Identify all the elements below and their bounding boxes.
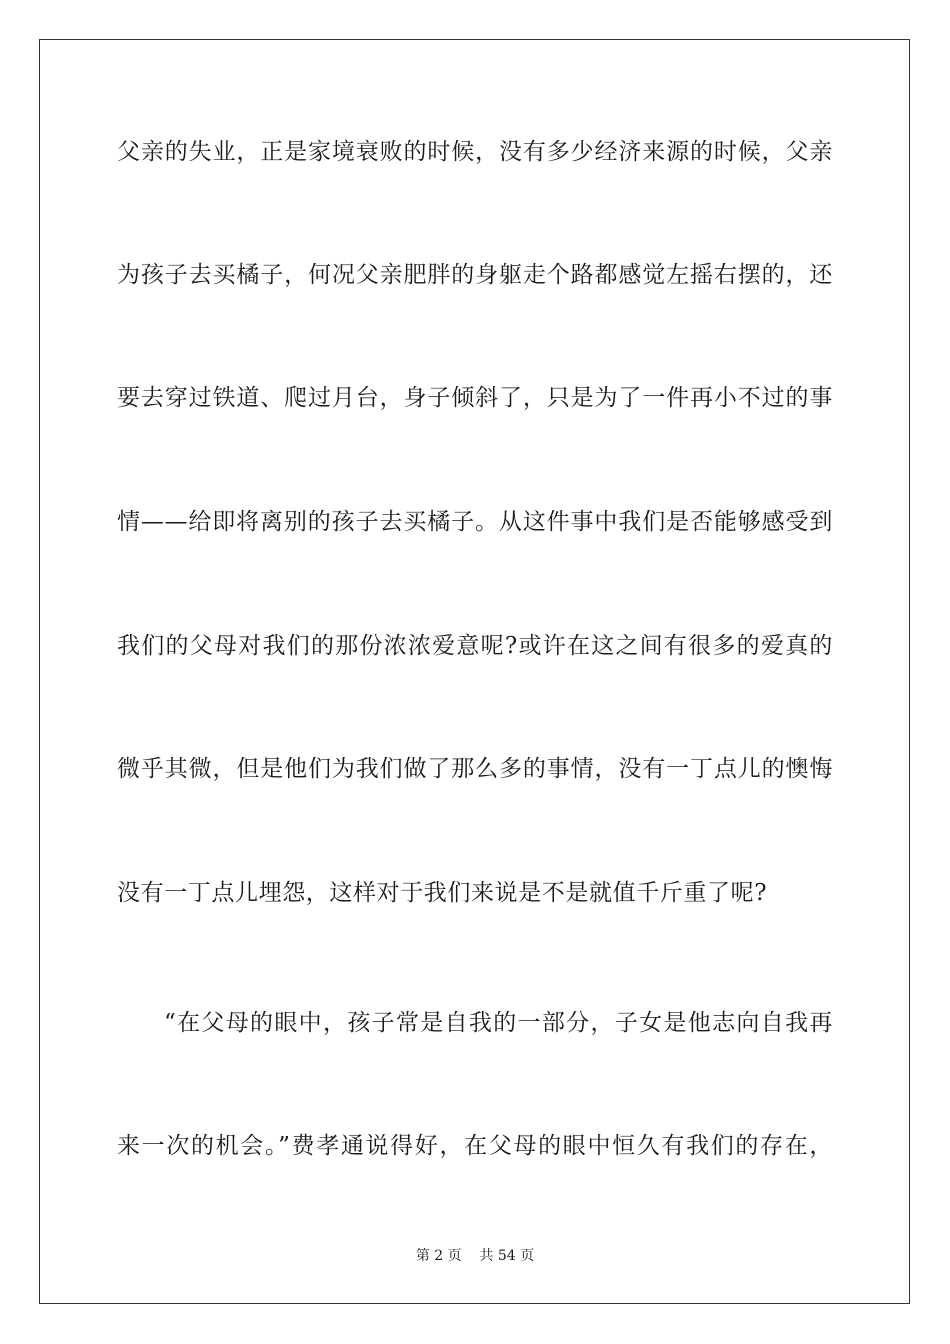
body-text-line: 我们的父母对我们的那份浓浓爱意呢?或许在这之间有很多的爱真的 — [117, 633, 833, 659]
page-border — [39, 39, 910, 1304]
body-text-line: 来一次的机会。”费孝通说得好，在父母的眼中恒久有我们的存在， — [117, 1133, 833, 1159]
body-text-line: 为孩子去买橘子，何况父亲肥胖的身躯走个路都感觉左摇右摆的，还 — [117, 262, 833, 288]
body-text-line: 要去穿过铁道、爬过月台，身子倾斜了，只是为了一件再小不过的事 — [117, 385, 833, 411]
body-text-line: 没有一丁点儿埋怨，这样对于我们来说是不是就值千斤重了呢? — [117, 880, 768, 906]
paragraph-first-line: “在父母的眼中，孩子常是自我的一部分，子女是他志向自我再 — [164, 1010, 833, 1036]
page-number: 第 2 页 共 54 页 — [415, 1248, 535, 1264]
body-text-line: 微乎其微，但是他们为我们做了那么多的事情，没有一丁点儿的懊悔 — [117, 756, 833, 782]
body-text-line: 父亲的失业，正是家境衰败的时候，没有多少经济来源的时候，父亲 — [117, 139, 833, 165]
body-text-line: 情——给即将离别的孩子去买橘子。从这件事中我们是否能够感受到 — [117, 509, 833, 535]
